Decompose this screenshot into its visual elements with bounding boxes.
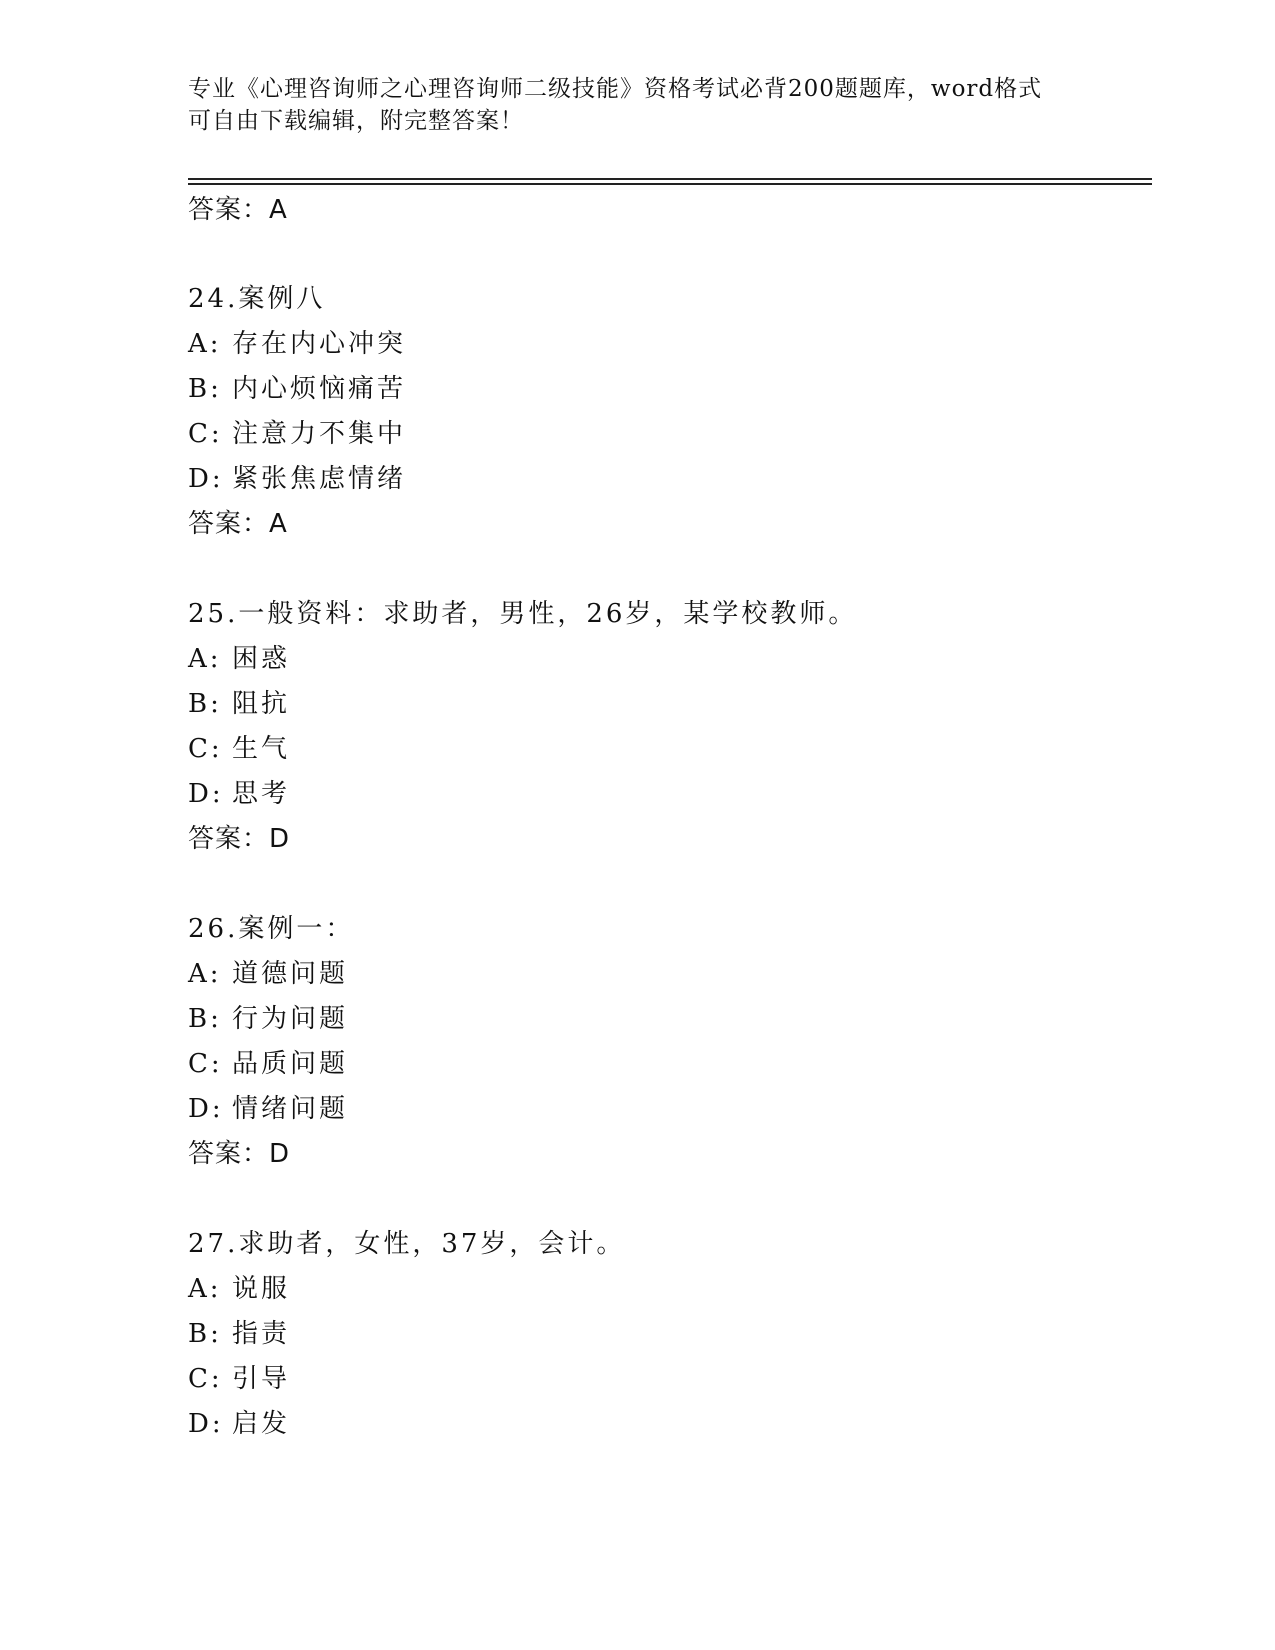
question-25-option-c [188,733,290,765]
question-24-option-c [188,418,406,450]
option-letter: C: [188,1364,223,1394]
option-letter: D: [188,1409,224,1439]
option-letter: C: [188,734,223,764]
option-text: 引导 [232,1364,291,1394]
option-text: 启发 [232,1409,291,1439]
option-letter: B: [188,374,222,404]
question-27-option-d [188,1408,290,1440]
header-line-2: 可自由下载编辑，附完整答案！ [188,108,524,134]
option-text: 注意力不集中 [232,419,407,449]
option-letter: D: [188,464,224,494]
option-text: 内心烦恼痛苦 [232,374,407,404]
option-text: 困惑 [232,644,291,674]
option-letter: A: [188,329,222,359]
option-text: 紧张焦虑情绪 [232,464,407,494]
option-letter: D: [188,1094,224,1124]
question-24-stem: 24.案例八 [188,284,326,314]
option-letter: B: [188,689,222,719]
option-letter: C: [188,1049,223,1079]
option-letter: D: [188,779,224,809]
option-text: 行为问题 [232,1004,349,1034]
question-25-option-b [188,688,290,720]
option-text: 情绪问题 [232,1094,349,1124]
option-letter: A: [188,644,222,674]
question-25-option-a [188,643,290,675]
header-line-1: 专业《心理咨询师之心理咨询师二级技能》资格考试必背200题题库，word格式 [188,76,1043,102]
option-text: 说服 [232,1274,291,1304]
question-24-option-b [188,373,406,405]
option-text: 指责 [232,1319,291,1349]
option-text: 品质问题 [232,1049,349,1079]
question-24-option-a [188,328,406,360]
question-26-option-b [188,1003,348,1035]
option-letter: A: [188,1274,222,1304]
question-25-option-d [188,778,290,810]
question-27-option-a [188,1273,290,1305]
option-letter: A: [188,959,222,989]
question-26-stem: 26.案例一： [188,914,355,944]
question-25-stem: 25.一般资料：求助者，男性，26岁，某学校教师。 [188,599,858,629]
page-header [188,73,1088,137]
option-text: 存在内心冲突 [232,329,407,359]
option-text: 道德问题 [232,959,349,989]
option-text: 生气 [232,734,291,764]
header-rule-top [188,178,1152,180]
answer-26: 答案：D [188,1139,291,1169]
question-26-option-d [188,1093,348,1125]
answer-24: 答案：A [188,509,288,539]
option-letter: B: [188,1004,222,1034]
question-26-option-c [188,1048,348,1080]
question-27-stem: 27.求助者，女性，37岁，会计。 [188,1229,626,1259]
question-24-option-d [188,463,406,495]
question-27-option-b [188,1318,290,1350]
header-rule-bottom [188,183,1152,185]
option-text: 阻抗 [232,689,291,719]
option-letter: B: [188,1319,222,1349]
option-text: 思考 [232,779,291,809]
question-26-option-a [188,958,348,990]
answer-25: 答案：D [188,824,291,854]
answer-23: 答案：A [188,195,288,225]
question-27-option-c [188,1363,290,1395]
option-letter: C: [188,419,223,449]
